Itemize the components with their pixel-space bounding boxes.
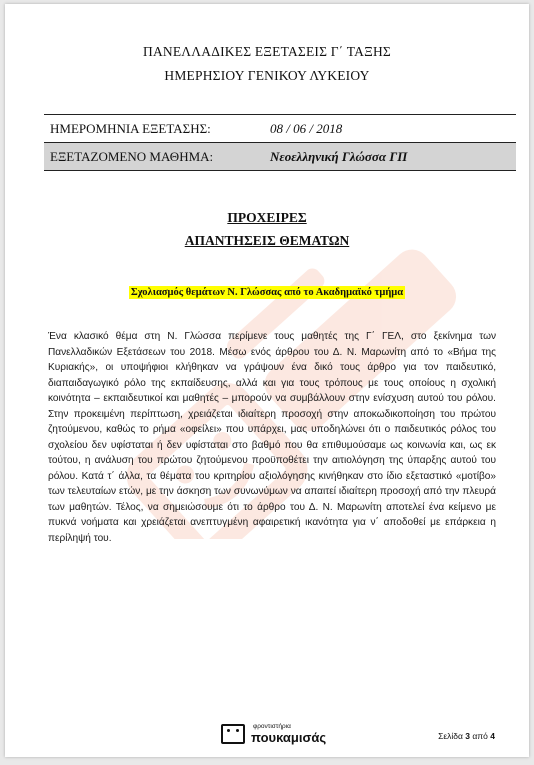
doc-title-line2: ΑΠΑΝΤΗΣΕΙΣ ΘΕΜΑΤΩΝ bbox=[184, 233, 350, 248]
exam-date-row bbox=[44, 115, 516, 143]
document-page bbox=[5, 4, 529, 757]
logo-small-text: φροντιστήρια bbox=[253, 723, 291, 731]
page-current: 3 bbox=[465, 731, 470, 741]
logo-text bbox=[251, 724, 326, 744]
highlighted-subtitle: Σχολιασμός θεμάτων Ν. Γλώσσας από το Ακαδημαϊκό τμήμα bbox=[130, 287, 404, 298]
exam-info-table bbox=[44, 114, 516, 171]
page-total: 4 bbox=[490, 731, 495, 741]
highlight-wrap bbox=[5, 282, 529, 300]
page-prefix: Σελίδα bbox=[438, 731, 463, 741]
exam-subject-label: ΕΞΕΤΑΖΟΜΕΝΟ ΜΑΘΗΜΑ: bbox=[44, 143, 264, 171]
exam-date-label: ΗΜΕΡΟΜΗΝΙΑ ΕΞΕΤΑΣΗΣ: bbox=[44, 115, 264, 143]
commentary-paragraph: Ένα κλασικό θέμα στη Ν. Γλώσσα περίμενε τους μαθητές της Γ΄ ΓΕΛ, στο ξεκίνημα των Πανελλαδικών Εξετάσεων του 2018. Μέσω ενός άρθρου του Δ. Ν. Μαρωνίτη από το «Βήμα της Κυριακής», οι υποψήφιοι κλήθηκαν να γράψουν ένα δικό τους άρθρο για τον παιδευτικό, διαπαιδαγωγικό ρόλο της εκπαίδευσης, αλλά και για τους τρόπους με τους οποίους η σχολική κοινότητα – εκπαιδευτικοί και μαθητές – μπορούν να συμβάλλουν στην ενίσχυση αυτού του ρόλου. Στην προκειμένη περίπτωση, χρειάζεται ιδιαίτερη προσοχή στην αποκωδικοποίηση του πρώτου ζητούμενου, καθώς το ρήμα «οφείλει» που υπάρχει, μας υποδηλώνει ότι ο παιδευτικός ρόλος του σχολείου δεν υφίσταται ή δεν υφίσταται στο βαθμό που θα επιθυμούσαμε ως κοινωνία και, ως εκ τούτου, η ανάλυση του πρώτου ζητούμενου προϋποθέτει την αιτιολόγηση της ύπαρξης αυτού του ρόλου. Κατά τ΄ άλλα, τα θέματα του κριτηρίου αξιολόγησης κινήθηκαν στο ίδιο εξεταστικό «μοτίβο» των τελευταίων ετών, με την άσκηση των συνωνύμων να απαιτεί ιδιαίτερη προσοχή από την πλευρά των μαθητών. Τέλος, να σημειώσουμε ότι το άρθρο του Δ. Ν. Μαρωνίτη αποτελεί ένα κείμενο με πυκνά νοήματα και χρειάζεται ανεπτυγμένη αφαιρετική ικανότητα για ν΄ αποδοθεί με επάρκεια η περίληψή του. bbox=[48, 331, 496, 544]
exam-date-value: 08 / 06 / 2018 bbox=[264, 115, 516, 143]
page-number bbox=[438, 731, 495, 741]
exam-subject-value: Νεοελληνική Γλώσσα ΓΠ bbox=[264, 143, 516, 171]
doc-title-line1: ΠΡΟΧΕΙΡΕΣ bbox=[227, 210, 307, 225]
exam-subject-row bbox=[44, 143, 516, 171]
footer-logo bbox=[221, 724, 326, 744]
header-title-line1: ΠΑΝΕΛΛΑΔΙΚΕΣ ΕΞΕΤΑΣΕΙΣ Γ΄ ΤΑΞΗΣ bbox=[143, 44, 391, 59]
page-separator: από bbox=[472, 731, 488, 741]
header-title-line2: ΗΜΕΡΗΣΙΟΥ ΓΕΝΙΚΟΥ ΛΥΚΕΙΟΥ bbox=[164, 68, 370, 83]
pukamisas-face-icon bbox=[221, 724, 245, 744]
logo-main-text: πουκαμισάς bbox=[251, 729, 327, 745]
